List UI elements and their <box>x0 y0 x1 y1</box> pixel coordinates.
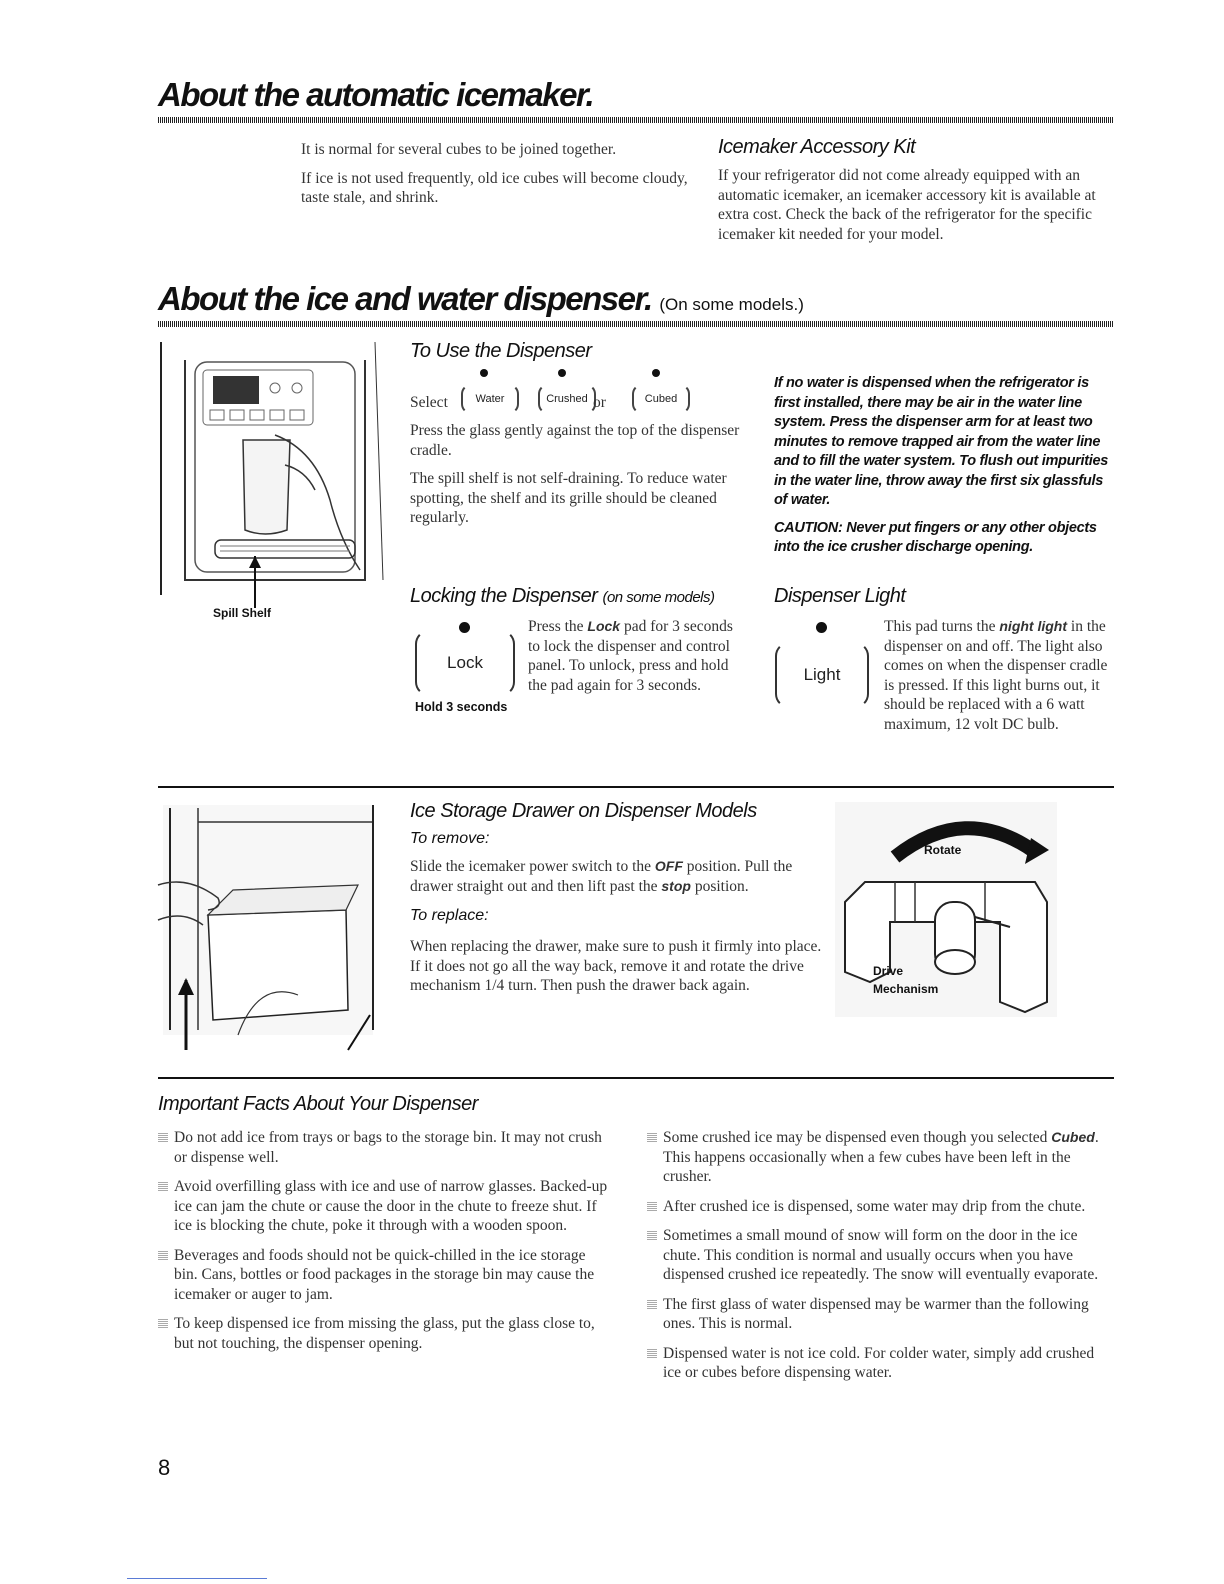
cubed-pad: Cubed <box>632 384 690 414</box>
list-item: Avoid overfilling glass with ice and use of narrow glasses. Backed-up ice can jam the chute or cause the door in the chute to freeze shut. If ice is blocking the chute, poke it through with a wooden spoon. <box>158 1177 608 1236</box>
drive-label: Drive <box>873 964 904 978</box>
dispenser-illustration <box>155 340 395 630</box>
use-text <box>410 421 745 537</box>
dispenser-title-note: (On some models.) <box>659 295 804 314</box>
storage-title: Ice Storage Drawer on Dispenser Models <box>410 800 757 822</box>
lock-word: Lock <box>587 618 621 634</box>
facts-title: Important Facts About Your Dispenser <box>158 1093 478 1115</box>
page-number: 8 <box>158 1455 171 1480</box>
bullet-icon <box>647 1201 657 1211</box>
use-title: To Use the Dispenser <box>410 340 592 362</box>
lock-text: Press the Lock pad for 3 seconds to lock the dispenser and control panel. To unlock, press and hold the pad again for 3 seconds. <box>528 618 733 694</box>
indicator-dot <box>480 369 488 377</box>
mechanism-label: Mechanism <box>873 982 939 996</box>
off-word: OFF <box>654 858 683 874</box>
dispenser-title: About the ice and water dispenser. (On some models.) <box>158 280 804 317</box>
icemaker-para: If ice is not used frequently, old ice cubes will become cloudy, taste stale, and shrink. <box>301 169 688 206</box>
caution-note: CAUTION: Never put fingers or any other objects into the ice crusher discharge opening. <box>774 519 1097 555</box>
replace-text: When replacing the drawer, make sure to push it firmly into place. If it does not go all the way back, remove it and rotate the drive mechanism 1/4 turn. Then push the drawer back again. <box>410 938 822 994</box>
use-para: The spill shelf is not self-draining. To reduce water spotting, the shelf and its grille should be cleaned regularly. <box>410 470 727 526</box>
bullet-icon <box>158 1318 168 1328</box>
title-rule <box>158 321 1114 327</box>
select-word: Select <box>410 394 448 411</box>
kit-title: Icemaker Accessory Kit <box>718 136 916 158</box>
drive-mechanism-illustration <box>835 802 1057 1017</box>
bullet-icon <box>647 1299 657 1309</box>
spill-shelf-label: Spill Shelf <box>213 606 272 620</box>
kit-text: If your refrigerator did not come already equipped with an automatic icemaker, an icemaker accessory kit is available at extra cost. Check the back of the refrigerator for the specific icemaker kit needed for your model. <box>718 167 1096 243</box>
use-para: Press the glass gently against the top of the dispenser cradle. <box>410 422 740 459</box>
stop-word: stop <box>661 877 691 894</box>
lock-title-note: (on some models) <box>602 589 715 606</box>
remove-title: To remove: <box>410 830 490 847</box>
rotate-label: Rotate <box>924 843 962 857</box>
list-item: After crushed ice is dispensed, some water may drip from the chute. <box>647 1197 1112 1217</box>
list-item: Dispensed water is not ice cold. For colder water, simply add crushed ice or cubes before dispensing water. <box>647 1344 1112 1383</box>
section-rule <box>158 1077 1114 1079</box>
footer-line <box>127 1578 267 1579</box>
indicator-dot <box>652 369 660 377</box>
remove-text: Slide the icemaker power switch to the OFF position. Pull the drawer straight out and then lift past the stop position. <box>410 858 793 895</box>
water-pad: Water <box>461 384 519 414</box>
light-title: Dispenser Light <box>774 585 906 607</box>
icemaker-para: It is normal for several cubes to be joined together. <box>301 141 617 158</box>
bullet-icon <box>158 1132 168 1142</box>
bullet-icon <box>647 1230 657 1240</box>
cubed-word: Cubed <box>1051 1129 1095 1145</box>
facts-left-list <box>158 1128 608 1363</box>
replace-title: To replace: <box>410 907 489 924</box>
bullet-icon <box>647 1348 657 1358</box>
or-word: or <box>593 394 606 411</box>
icemaker-text <box>301 140 696 217</box>
title-rule <box>158 117 1114 123</box>
lock-title: Locking the Dispenser (on some models) <box>410 585 715 607</box>
list-item: The first glass of water dispensed may be warmer than the following ones. This is normal. <box>647 1295 1112 1334</box>
light-text: This pad turns the night light in the dispenser on and off. The light also comes on when the dispenser cradle is pressed. If this light burns out, it should be replaced with a 6 watt maximum, 12 volt DC bulb. <box>884 618 1108 733</box>
list-item: Some crushed ice may be dispensed even though you selected Cubed. This happens occasionally when a few cubes have been left in the crusher. <box>647 1128 1112 1187</box>
water-note: If no water is dispensed when the refrigerator is first installed, there may be air in the water line system. Press the dispenser arm for at least two minutes to remove trapped air from the water line and to fill the water system. To flush out impurities in the water line, throw away the first six glassfuls of water. <box>774 375 1109 508</box>
indicator-dot <box>816 622 827 633</box>
list-item: Beverages and foods should not be quick-chilled in the ice storage bin. Cans, bottles or food packages in the storage bin may cause the icemaker or auger to jam. <box>158 1246 608 1305</box>
indicator-dot <box>558 369 566 377</box>
bullet-icon <box>158 1181 168 1191</box>
bullet-icon <box>158 1250 168 1260</box>
section-rule <box>158 786 1114 788</box>
list-item: Sometimes a small mound of snow will form on the door in the ice chute. This condition is normal and usually occurs when you have dispensed crushed ice repeatedly. The snow will eventually evaporate. <box>647 1226 1112 1285</box>
crushed-pad: Crushed <box>538 384 596 414</box>
night-light-word: night light <box>999 618 1068 634</box>
lock-hold-label: Hold 3 seconds <box>415 700 508 714</box>
drawer-illustration <box>148 800 383 1060</box>
list-item: To keep dispensed ice from missing the glass, put the glass close to, but not touching, the dispenser opening. <box>158 1314 608 1353</box>
dispenser-notes <box>774 374 1114 566</box>
bullet-icon <box>647 1132 657 1142</box>
list-item: Do not add ice from trays or bags to the storage bin. It may not crush or dispense well. <box>158 1128 608 1167</box>
light-pad: Light <box>775 642 869 708</box>
facts-right-list <box>647 1128 1112 1393</box>
lock-pad: Lock <box>415 630 515 696</box>
icemaker-title: About the automatic icemaker. <box>158 76 594 113</box>
